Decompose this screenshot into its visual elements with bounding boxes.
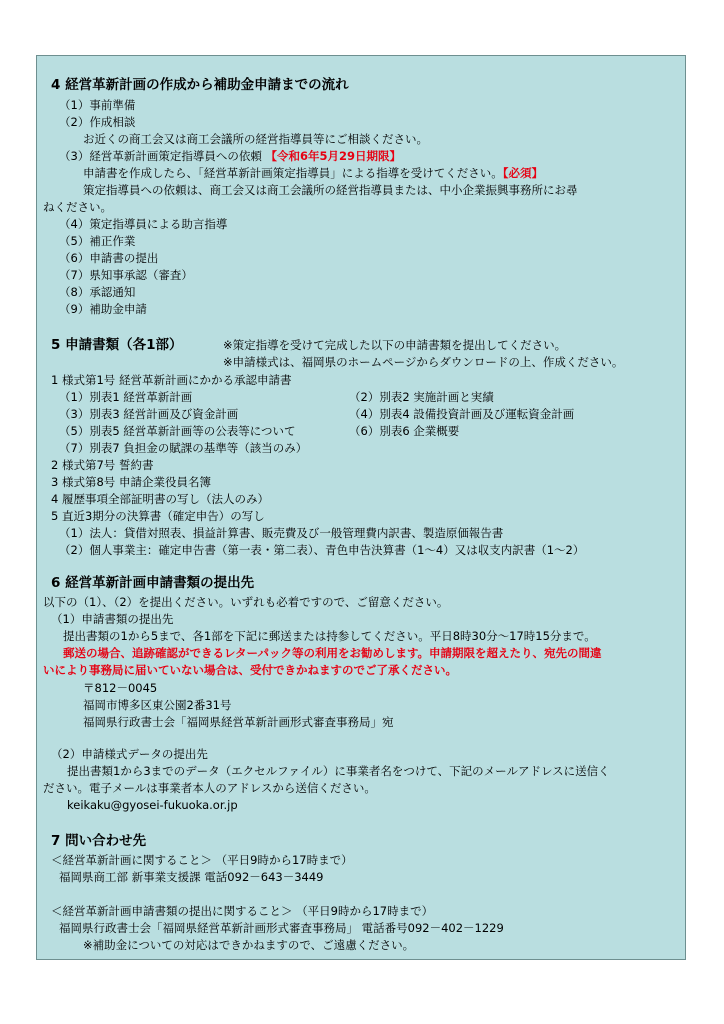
recipient: 福岡県行政書士会「福岡県経営革新計画形式審査事務局」宛 <box>83 715 394 729</box>
submit-point-2-body-2: ださい。電子メールは事業者本人のアドレスから送信ください。 <box>43 781 376 795</box>
step-3-body <box>83 165 543 181</box>
warning-line-1: 郵送の場合、追跡確認ができるレターパック等の利用をお勧めします。申請期限を超えたり、宛先の間違 <box>63 646 602 660</box>
doc-item-2: 2 様式第7号 誓約書 <box>51 458 154 472</box>
step-6: （6）申請書の提出 <box>59 251 159 265</box>
step-9: （9）補助金申請 <box>59 302 147 316</box>
step-2: （2）作成相談 <box>59 115 136 129</box>
contact-2-note: ※補助金についての対応はできかねますので、ご遠慮ください。 <box>83 938 415 952</box>
step-5: （5）補正作業 <box>59 234 136 248</box>
step-8: （8）承認通知 <box>59 285 136 299</box>
warning-line-2: いにより事務局に届いていない場合は、受付できかねますのでご了承ください。 <box>43 663 457 677</box>
contact-2-body: 福岡県行政書士会「福岡県経営革新計画形式審査事務局」 電話番号092－402－1229 <box>59 921 504 935</box>
content-panel <box>36 55 686 960</box>
submit-point-1-body: 提出書類の1から5まで、各1部を下記に郵送または持参してください。平日8時30分～17時15分まで。 <box>63 629 596 643</box>
section-6-intro: 以下の（1）、（2）を提出ください。いずれも必着ですので、ご留意ください。 <box>43 595 449 609</box>
step-2-body: お近くの商工会又は商工会議所の経営指導員等にご相談ください。 <box>83 132 428 146</box>
doc-item-5-corp: （1）法人：貸借対照表、損益計算書、販売費及び一般管理費内訳書、製造原価報告書 <box>59 526 504 540</box>
step-7: （7）県知事承認（審査） <box>59 268 193 282</box>
contact-1-body: 福岡県商工部 新事業支援課 電話092－643－3449 <box>59 870 324 884</box>
attachment-1: （1）別表1 経営革新計画 <box>59 390 193 404</box>
contact-1-label: ＜経営革新計画に関すること＞ （平日9時から17時まで） <box>51 853 353 867</box>
step-1: （1）事前準備 <box>59 98 136 112</box>
address: 福岡市博多区東公園2番31号 <box>83 698 232 712</box>
submission-email[interactable]: keikaku@gyosei-fukuoka.or.jp <box>67 798 238 812</box>
section-5-title: 5 申請書類（各1部） <box>51 337 183 353</box>
attachment-3: （3）別表3 経営計画及び資金計画 <box>59 407 239 421</box>
postal-code: 〒812－0045 <box>83 681 158 695</box>
step-3-note-1: 策定指導員への依頼は、商工会又は商工会議所の経営指導員または、中小企業振興事務所にお尋 <box>83 183 578 197</box>
doc-item-3: 3 様式第8号 申請企業役員名簿 <box>51 475 211 489</box>
submit-point-2-body-1: 提出書類1から3までのデータ（エクセルファイル）に事業者名をつけて、下記のメールアドレスに送信く <box>67 764 610 778</box>
required-badge: 【必須】 <box>502 166 543 180</box>
doc-item-5-individual: （2）個人事業主：確定申告書（第一表・第二表）、青色申告決算書（1～4）又は収支内訳書（1～2） <box>59 543 585 557</box>
step-3 <box>59 148 401 164</box>
attachment-7: （7）別表7 負担金の賦課の基準等（該当のみ） <box>59 441 308 455</box>
step-3-body-text: 申請書を作成したら、「経営革新計画策定指導員」による指導を受けてください。 <box>83 166 503 180</box>
section-5-note-2: ※申請様式は、福岡県のホームページからダウンロードの上、作成ください。 <box>223 355 624 369</box>
section-7-title: 7 問い合わせ先 <box>51 833 147 849</box>
step-3-label: （3）経営革新計画策定指導員への依頼 <box>59 149 262 163</box>
step-3-deadline: 【令和6年5月29日期限】 <box>265 149 401 163</box>
submit-point-2: （2）申請様式データの提出先 <box>51 747 208 761</box>
section-5-note-1: ※策定指導を受けて完成した以下の申請書類を提出してください。 <box>223 338 567 352</box>
contact-2-label: ＜経営革新計画申請書類の提出に関すること＞ （平日9時から17時まで） <box>51 904 434 918</box>
attachment-4: （4）別表4 設備投資計画及び運転資金計画 <box>349 407 575 421</box>
submit-point-1: （1）申請書類の提出先 <box>51 612 174 626</box>
step-4: （4）策定指導員による助言指導 <box>59 217 228 231</box>
section-6-title: 6 経営革新計画申請書類の提出先 <box>51 575 255 591</box>
attachment-5: （5）別表5 経営革新計画等の公表等について <box>59 424 296 438</box>
doc-item-1: 1 様式第1号 経営革新計画にかかる承認申請書 <box>51 373 292 387</box>
section-4-title: 4 経営革新計画の作成から補助金申請までの流れ <box>51 77 349 93</box>
attachment-6: （6）別表6 企業概要 <box>349 424 460 438</box>
step-3-note-2: ねください。 <box>43 200 112 214</box>
attachment-2: （2）別表2 実施計画と実績 <box>349 390 494 404</box>
doc-item-5: 5 直近3期分の決算書（確定申告）の写し <box>51 509 265 523</box>
doc-item-4: 4 履歴事項全部証明書の写し（法人のみ） <box>51 492 269 506</box>
